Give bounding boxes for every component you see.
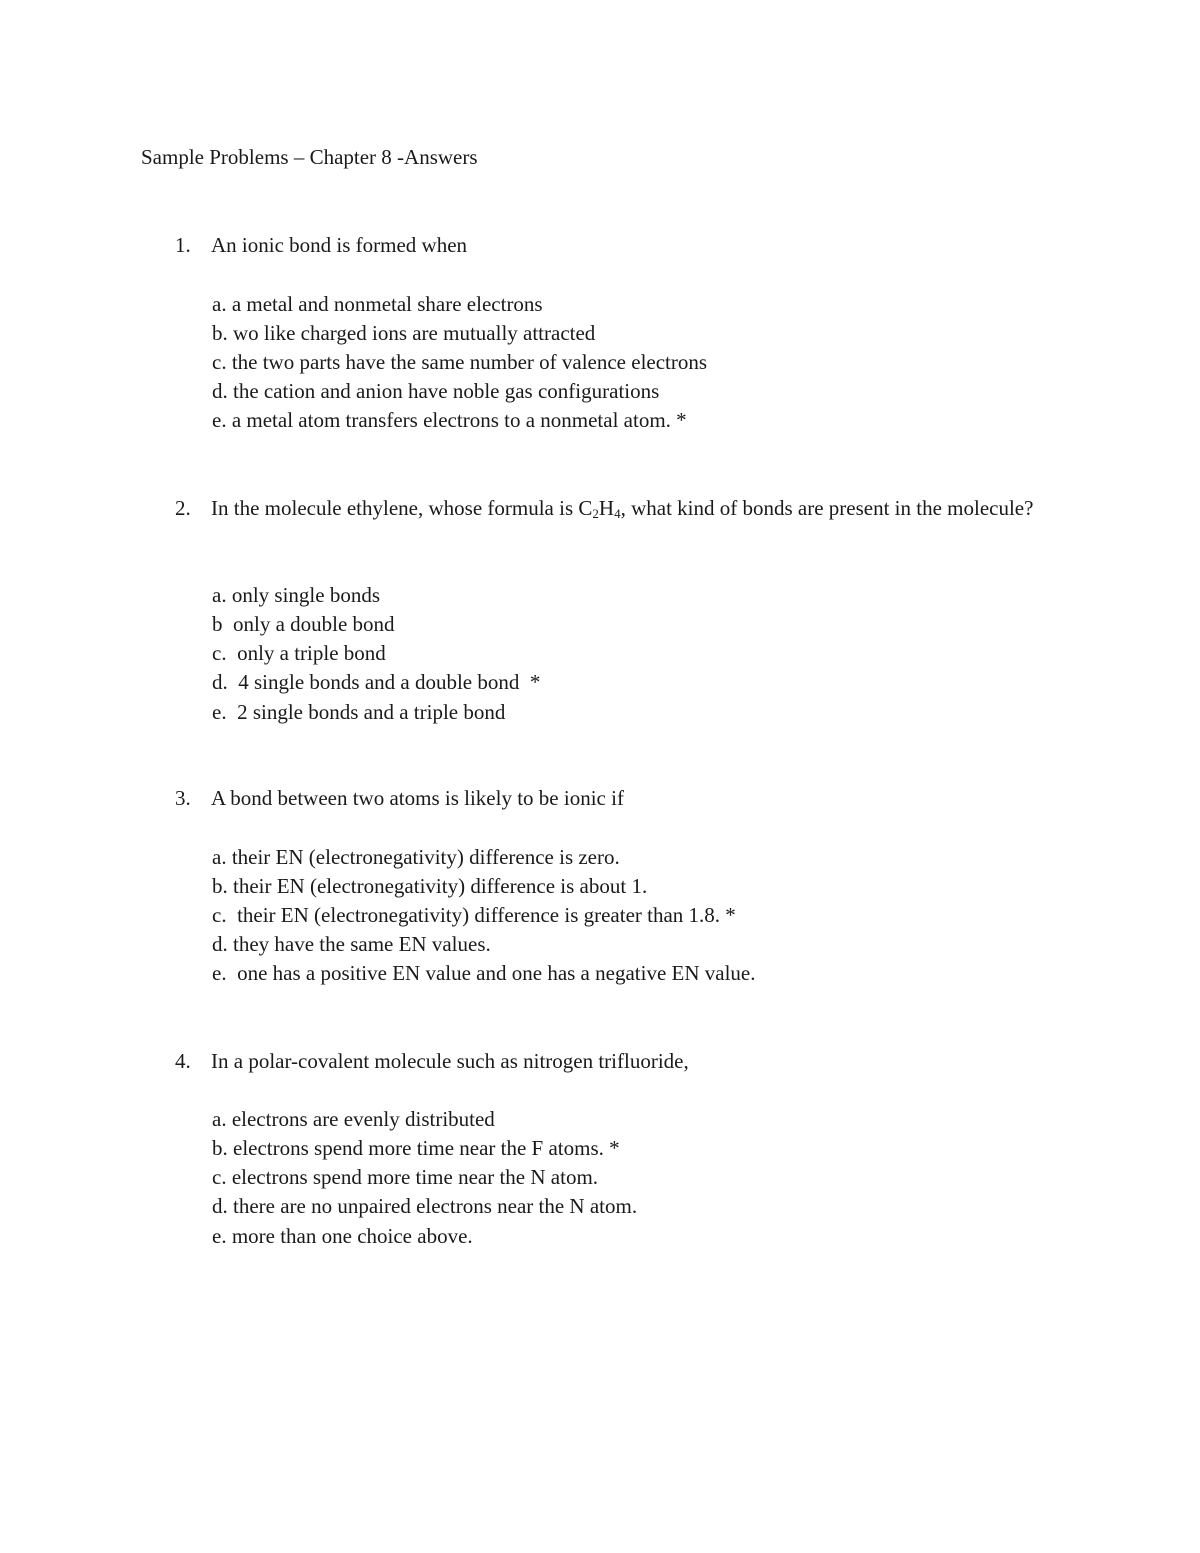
question-3-choice-a: a. their EN (electronegativity) difference is zero. <box>212 845 620 869</box>
question-4-choice-d: d. there are no unpaired electrons near the N atom. <box>212 1194 638 1218</box>
question-3-choice-e: e. one has a positive EN value and one has a negative EN value. <box>212 961 756 985</box>
question-1-choice-a: a. a metal and nonmetal share electrons <box>212 292 543 316</box>
question-4-number: 4. <box>175 1049 191 1073</box>
question-1-choice-e: e. a metal atom transfers electrons to a nonmetal atom. * <box>212 408 687 432</box>
question-3-choice-d: d. they have the same EN values. <box>212 932 491 956</box>
question-4-text: In a polar-covalent molecule such as nitrogen trifluoride, <box>211 1049 689 1073</box>
question-1-text: An ionic bond is formed when <box>211 233 468 257</box>
question-4-choice-e: e. more than one choice above. <box>212 1224 473 1248</box>
question-3-choice-c: c. their EN (electronegativity) difference is greater than 1.8. * <box>212 903 736 927</box>
question-3-choice-b: b. their EN (electronegativity) difference is about 1. <box>212 874 648 898</box>
question-4-choice-b: b. electrons spend more time near the F atoms. * <box>212 1136 620 1160</box>
question-2-choice-a: a. only single bonds <box>212 583 380 607</box>
question-2-number: 2. <box>175 496 191 520</box>
question-2-text <box>211 494 1071 523</box>
question-4-choice-a: a. electrons are evenly distributed <box>212 1107 495 1131</box>
question-2-text-after: , what kind of bonds are present in the molecule? <box>620 496 1034 520</box>
question-1-choice-b: b. wo like charged ions are mutually attracted <box>212 321 596 345</box>
question-2-choice-c: c. only a triple bond <box>212 641 386 665</box>
question-3-text: A bond between two atoms is likely to be ionic if <box>211 786 624 810</box>
document-title: Sample Problems – Chapter 8 -Answers <box>141 145 478 169</box>
question-2-choice-d: d. 4 single bonds and a double bond * <box>212 670 541 694</box>
question-2-text-mid: H <box>598 496 615 520</box>
question-4-choice-c: c. electrons spend more time near the N atom. <box>212 1165 599 1189</box>
formula-subscript-4: 4 <box>614 506 621 521</box>
question-1-number: 1. <box>175 233 191 257</box>
question-3-number: 3. <box>175 786 191 810</box>
formula-subscript-2: 2 <box>592 506 599 521</box>
question-2-choice-e: e. 2 single bonds and a triple bond <box>212 700 506 724</box>
question-2-text-before: In the molecule ethylene, whose formula is C <box>211 496 593 520</box>
question-1-choice-d: d. the cation and anion have noble gas configurations <box>212 379 660 403</box>
question-1-choice-c: c. the two parts have the same number of valence electrons <box>212 350 708 374</box>
question-2-choice-b: b only a double bond <box>212 612 395 636</box>
